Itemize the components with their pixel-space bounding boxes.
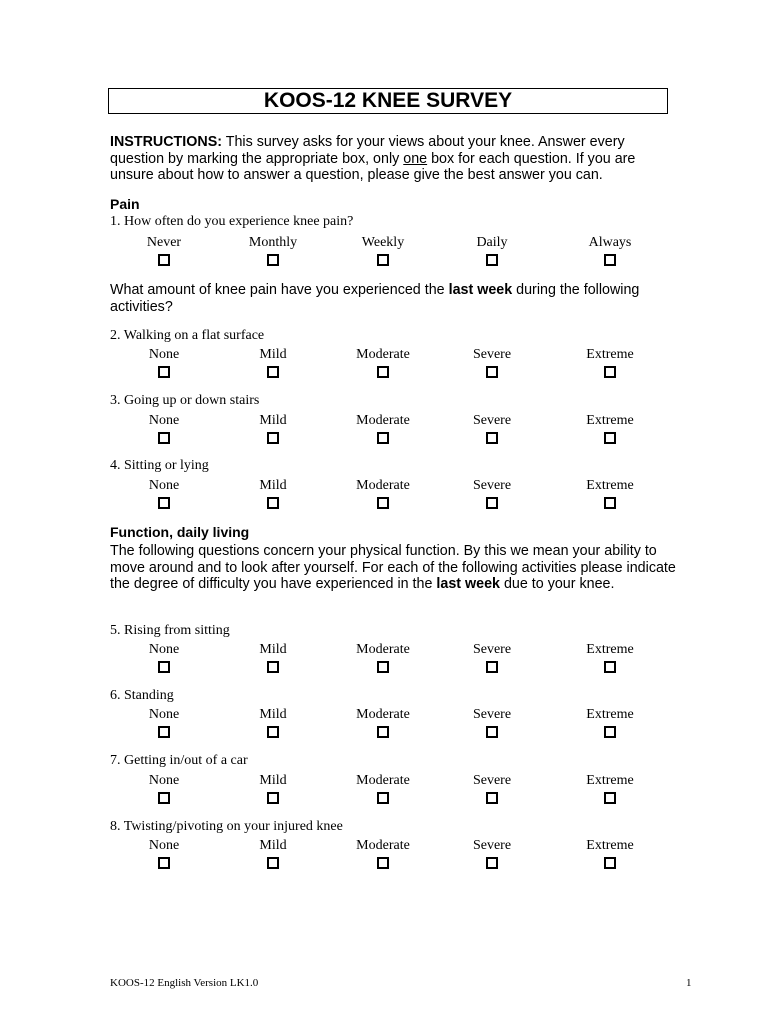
question-4-options-checkbox-none[interactable] — [158, 497, 170, 509]
question-8-options-checkbox-moderate[interactable] — [377, 857, 389, 869]
function-intro-before: The following questions concern your physical function. By this we mean your ability to move around and to look after yourself. For each of the following activities please indicate the degree of difficulty you have experienced in the — [110, 543, 676, 592]
question-7-options-label-extreme: Extreme — [586, 773, 634, 788]
question-6-options-checkbox-extreme[interactable] — [604, 726, 616, 738]
pain-heading: Pain — [110, 196, 140, 212]
question-4-options-label-none: None — [148, 478, 180, 493]
question-4-options-checkbox-moderate[interactable] — [377, 497, 389, 509]
question-1-options-checkbox-daily[interactable] — [486, 254, 498, 266]
question-7-options-label-none: None — [148, 773, 180, 788]
instructions-text-after: box for each question. If you are unsure about how to answer a question, please give the best answer you can. — [110, 150, 636, 183]
question-8-options-checkbox-severe[interactable] — [486, 857, 498, 869]
question-2-options — [0, 347, 768, 387]
question-3-options-label-none: None — [148, 413, 180, 428]
question-8-options-label-extreme: Extreme — [586, 838, 634, 853]
question-7-options-checkbox-none[interactable] — [158, 792, 170, 804]
question-3-options-checkbox-moderate[interactable] — [377, 432, 389, 444]
question-4-options-label-severe: Severe — [472, 478, 512, 493]
question-8-options-label-moderate: Moderate — [356, 838, 410, 853]
function-intro — [110, 543, 680, 593]
instructions-label: INSTRUCTIONS: — [110, 134, 222, 150]
question-7-options — [0, 773, 768, 813]
question-5-options-label-extreme: Extreme — [586, 642, 634, 657]
question-6-options-label-mild: Mild — [259, 707, 287, 722]
instructions-emphasis: one — [403, 150, 428, 167]
question-6-options-checkbox-severe[interactable] — [486, 726, 498, 738]
question-3: 3. Going up or down stairs — [110, 393, 260, 408]
question-4-options — [0, 478, 768, 518]
question-8-options-checkbox-mild[interactable] — [267, 857, 279, 869]
question-6: 6. Standing — [110, 688, 174, 703]
question-5-options-label-severe: Severe — [472, 642, 512, 657]
instructions-text-before: This survey asks for your views about your knee. Answer every question by marking the appropriate box, only — [110, 134, 625, 167]
question-1-options-label-never: Never — [146, 235, 182, 250]
function-intro-bold: last week — [436, 576, 500, 592]
question-8-options-label-severe: Severe — [472, 838, 512, 853]
question-2-options-checkbox-mild[interactable] — [267, 366, 279, 378]
question-8-options-label-mild: Mild — [259, 838, 287, 853]
question-7-options-label-severe: Severe — [472, 773, 512, 788]
question-8: 8. Twisting/pivoting on your injured knee — [110, 819, 343, 834]
question-5-options-checkbox-severe[interactable] — [486, 661, 498, 673]
question-6-options-label-extreme: Extreme — [586, 707, 634, 722]
question-7: 7. Getting in/out of a car — [110, 753, 248, 768]
question-5-options-label-mild: Mild — [259, 642, 287, 657]
question-7-options-checkbox-extreme[interactable] — [604, 792, 616, 804]
question-8-options-checkbox-none[interactable] — [158, 857, 170, 869]
function-intro-after: due to your knee. — [500, 576, 615, 592]
question-1-options-checkbox-never[interactable] — [158, 254, 170, 266]
pain-intro-bold: last week — [448, 282, 513, 298]
question-2-options-label-severe: Severe — [472, 347, 512, 362]
question-6-options-checkbox-none[interactable] — [158, 726, 170, 738]
question-5-options-checkbox-mild[interactable] — [267, 661, 279, 673]
question-1-options-label-weekly: Weekly — [361, 235, 405, 250]
question-1: 1. How often do you experience knee pain? — [110, 214, 354, 229]
question-3-options-checkbox-mild[interactable] — [267, 432, 279, 444]
question-1-options-label-always: Always — [588, 235, 632, 250]
question-1-options-checkbox-monthly[interactable] — [267, 254, 279, 266]
question-6-options-label-none: None — [148, 707, 180, 722]
question-1-options — [0, 235, 768, 275]
question-6-options — [0, 707, 768, 747]
question-4-options-label-mild: Mild — [259, 478, 287, 493]
question-4-options-checkbox-extreme[interactable] — [604, 497, 616, 509]
question-7-options-label-mild: Mild — [259, 773, 287, 788]
instructions-paragraph — [110, 134, 680, 184]
question-5-options-label-none: None — [148, 642, 180, 657]
question-5-options-checkbox-moderate[interactable] — [377, 661, 389, 673]
question-2-options-label-none: None — [148, 347, 180, 362]
question-7-options-checkbox-mild[interactable] — [267, 792, 279, 804]
question-3-options-label-moderate: Moderate — [356, 413, 410, 428]
question-5-options-checkbox-extreme[interactable] — [604, 661, 616, 673]
question-7-options-checkbox-moderate[interactable] — [377, 792, 389, 804]
question-3-options-checkbox-severe[interactable] — [486, 432, 498, 444]
question-1-options-checkbox-always[interactable] — [604, 254, 616, 266]
pain-intro-after: during the following activities? — [110, 282, 640, 315]
footer-version: KOOS-12 English Version LK1.0 — [110, 977, 259, 989]
survey-title: KOOS-12 KNEE SURVEY — [108, 88, 668, 114]
question-4-options-label-extreme: Extreme — [586, 478, 634, 493]
question-6-options-label-severe: Severe — [472, 707, 512, 722]
question-2-options-checkbox-none[interactable] — [158, 366, 170, 378]
question-2: 2. Walking on a flat surface — [110, 328, 265, 343]
question-4: 4. Sitting or lying — [110, 458, 209, 473]
question-1-options-label-monthly: Monthly — [248, 235, 298, 250]
question-8-options — [0, 838, 768, 878]
question-5-options — [0, 642, 768, 682]
question-3-options-label-mild: Mild — [259, 413, 287, 428]
question-2-options-label-moderate: Moderate — [356, 347, 410, 362]
function-heading: Function, daily living — [110, 524, 250, 540]
question-6-options-checkbox-mild[interactable] — [267, 726, 279, 738]
question-4-options-checkbox-severe[interactable] — [486, 497, 498, 509]
pain-intro-before: What amount of knee pain have you experienced the — [110, 282, 449, 298]
question-6-options-checkbox-moderate[interactable] — [377, 726, 389, 738]
question-3-options-label-extreme: Extreme — [586, 413, 634, 428]
question-2-options-checkbox-severe[interactable] — [486, 366, 498, 378]
question-3-options — [0, 413, 768, 453]
question-2-options-label-mild: Mild — [259, 347, 287, 362]
question-4-options-label-moderate: Moderate — [356, 478, 410, 493]
question-7-options-checkbox-severe[interactable] — [486, 792, 498, 804]
question-3-options-label-severe: Severe — [472, 413, 512, 428]
question-3-options-checkbox-extreme[interactable] — [604, 432, 616, 444]
question-5: 5. Rising from sitting — [110, 623, 230, 638]
question-8-options-checkbox-extreme[interactable] — [604, 857, 616, 869]
question-1-options-checkbox-weekly[interactable] — [377, 254, 389, 266]
question-4-options-checkbox-mild[interactable] — [267, 497, 279, 509]
question-8-options-label-none: None — [148, 838, 180, 853]
page-number: 1 — [686, 977, 692, 989]
question-2-options-checkbox-extreme[interactable] — [604, 366, 616, 378]
pain-activities-intro — [110, 282, 680, 315]
question-5-options-checkbox-none[interactable] — [158, 661, 170, 673]
question-2-options-label-extreme: Extreme — [586, 347, 634, 362]
question-6-options-label-moderate: Moderate — [356, 707, 410, 722]
question-3-options-checkbox-none[interactable] — [158, 432, 170, 444]
question-2-options-checkbox-moderate[interactable] — [377, 366, 389, 378]
question-1-options-label-daily: Daily — [476, 235, 508, 250]
question-5-options-label-moderate: Moderate — [356, 642, 410, 657]
question-7-options-label-moderate: Moderate — [356, 773, 410, 788]
